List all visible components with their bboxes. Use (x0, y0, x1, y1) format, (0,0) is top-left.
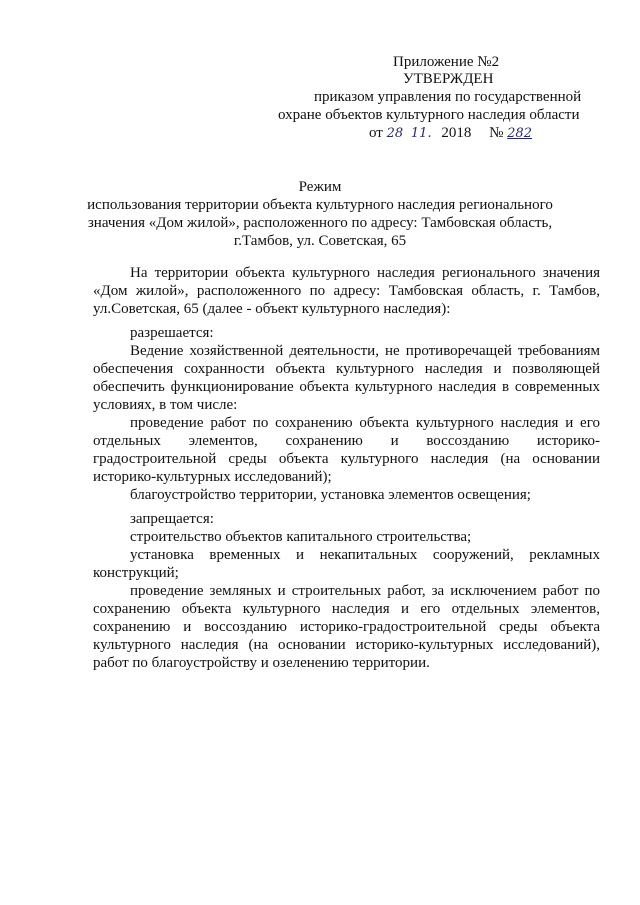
allowed-p1-line-4: условиях, в том числе: (93, 397, 238, 413)
date-prefix: от (369, 125, 383, 141)
allowed-p1-line-3: обеспечить функционирование объекта культурного наследия в современных (93, 379, 600, 395)
allowed-p2-line-2: отдельных элементов, сохранению и воссозданию историко- (93, 433, 600, 449)
forbidden-p3-line-4: культурного наследия (на основании историко-культурных исследований), (93, 637, 600, 653)
forbidden-p2-line-2: конструкций; (93, 565, 179, 581)
order-number: 282 (507, 126, 532, 141)
appendix-number: Приложение №2 (393, 54, 500, 70)
title-line-3: г.Тамбов, ул. Советская, 65 (233, 233, 407, 249)
allowed-p3: благоустройство территории, установка элементов освещения; (130, 487, 531, 503)
allowed-p1-line-1: Ведение хозяйственной деятельности, не противоречащей требованиям (130, 343, 600, 359)
forbidden-p3-line-2: сохранению объекта культурного наследия и его отдельных элементов, (93, 601, 600, 617)
approved-label: УТВЕРЖДЕН (403, 71, 494, 87)
forbidden-p2-line-1: установка временных и некапитальных сооружений, рекламных (130, 547, 600, 563)
forbidden-p3-line-5: работ по благоустройству и озеленению территории. (93, 655, 430, 671)
allowed-label: разрешается: (130, 325, 214, 341)
forbidden-p3-line-1: проведение земляных и строительных работ, за исключением работ по (130, 583, 600, 599)
forbidden-label: запрещается: (130, 511, 214, 527)
intro-line-3: ул.Советская, 65 (далее - объект культурного наследия): (93, 301, 451, 317)
allowed-p2-line-3: градостроительной среды объекта культурного наследия (на основании (93, 451, 600, 467)
title-line-1: использования территории объекта культурного наследия регионального (87, 197, 553, 213)
approval-line-1: приказом управления по государственной (314, 89, 582, 105)
allowed-p2-line-1: проведение работ по сохранению объекта культурного наследия и его (130, 415, 600, 431)
title-line-2: значения «Дом жилой», расположенного по адресу: Тамбовская область, (87, 215, 553, 231)
number-prefix: № (489, 125, 504, 141)
forbidden-p3-line-3: сохранению и воссозданию историко-градостроительной среды объекта (93, 619, 600, 635)
date-month: 11. (410, 126, 432, 141)
forbidden-p1: строительство объектов капитального строительства; (130, 529, 472, 545)
approval-date-line (369, 124, 532, 143)
date-year: 2018 (441, 125, 472, 141)
intro-line-2: «Дом жилой», расположенного по адресу: Тамбовская область, г. Тамбов, (93, 283, 600, 299)
allowed-p2-line-4: историко-культурных исследований); (93, 469, 332, 485)
intro-line-1: На территории объекта культурного наследия регионального значения (130, 265, 600, 281)
date-day: 28 (386, 126, 404, 141)
document-heading: Режим (298, 179, 342, 195)
approval-line-2: охране объектов культурного наследия области (278, 107, 580, 123)
allowed-p1-line-2: обеспечения сохранности объекта культурного наследия и позволяющей (93, 361, 600, 377)
